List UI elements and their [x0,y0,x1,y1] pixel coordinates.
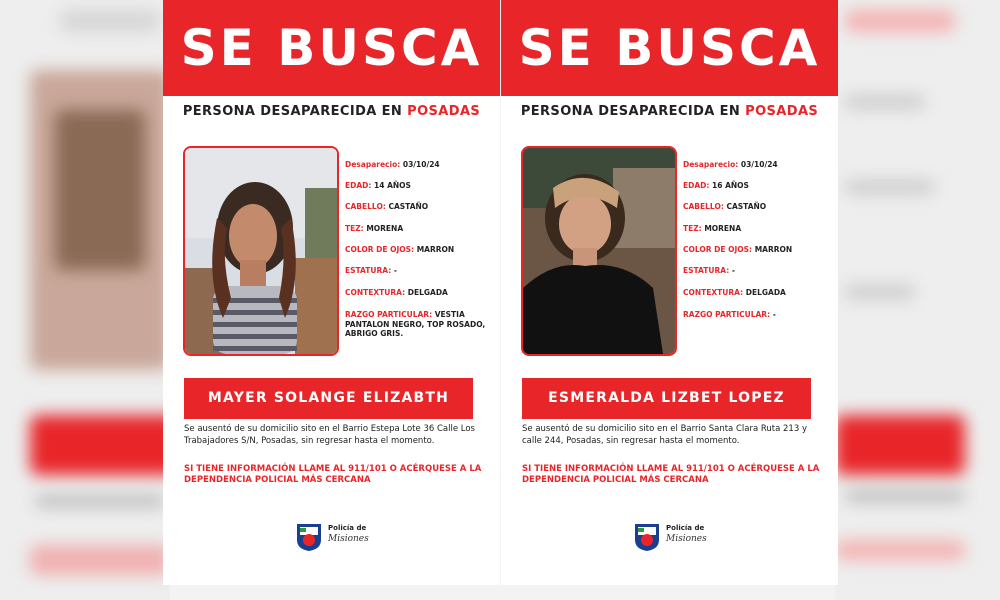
missing-person-poster [163,0,500,585]
detail-height: ESTATURA: - [683,266,735,275]
poster-title: SE BUSCA [518,19,821,77]
contact-instructions: SI TIENE INFORMACIÓN LLAME AL 911/101 O ACÉRQUESE A LA DEPENDENCIA POLICIAL MÁS CERCANA [522,464,820,485]
detail-age: EDAD: 14 AÑOS [345,181,411,190]
missing-person-poster [501,0,838,585]
detail-particular-trait: RAZGO PARTICULAR: - [683,310,776,319]
disappearance-description: Se ausentó de su domicilio sito en el Barrio Estepa Lote 36 Calle Los Trabajadores S/N, Posadas, sin regresar hasta el momento. [184,424,475,446]
logo-text: Policía de [328,524,367,532]
subtitle-prefix: PERSONA DESAPARECIDA EN [182,104,403,119]
person-photo [521,146,677,356]
logo-script: Misiones [666,534,707,544]
detail-hair: CABELLO: CASTAÑO [345,202,429,211]
header-banner [501,0,838,96]
police-shield-icon [296,522,322,552]
blurred-background-left [0,0,170,600]
person-name: ESMERALDA LIZBET LOPEZ [522,378,811,419]
person-photo [183,146,339,356]
detail-missing-date: Desaparecio: 03/10/24 [345,160,440,169]
detail-skin: TEZ: MORENA [683,224,742,233]
header-banner [163,0,500,96]
person-name: MAYER SOLANGE ELIZABTH [184,378,473,419]
blurred-background-right [835,0,1000,600]
detail-build: CONTEXTURA: DELGADA [345,288,448,297]
detail-build: CONTEXTURA: DELGADA [683,288,786,297]
detail-missing-date: Desaparecio: 03/10/24 [683,160,778,169]
logo-text: Policía de [666,524,705,532]
subtitle-city: POSADAS [407,104,481,119]
police-logo [296,522,376,556]
detail-eye-color: COLOR DE OJOS: MARRON [345,245,455,254]
police-shield-icon [634,522,660,552]
poster-subtitle [501,104,838,119]
detail-hair: CABELLO: CASTAÑO [683,202,767,211]
detail-particular-trait: RAZGO PARTICULAR: VESTIA PANTALON NEGRO, TOP ROSADO, ABRIGO GRIS. [345,310,486,338]
poster-title: SE BUSCA [180,19,483,77]
logo-script: Misiones [328,534,369,544]
poster-subtitle [163,104,500,119]
subtitle-city: POSADAS [745,104,819,119]
detail-height: ESTATURA: - [345,266,397,275]
detail-age: EDAD: 16 AÑOS [683,181,749,190]
detail-eye-color: COLOR DE OJOS: MARRON [683,245,793,254]
subtitle-prefix: PERSONA DESAPARECIDA EN [520,104,741,119]
contact-instructions: SI TIENE INFORMACIÓN LLAME AL 911/101 O ACÉRQUESE A LA DEPENDENCIA POLICIAL MÁS CERCANA [184,464,482,485]
detail-skin: TEZ: MORENA [345,224,404,233]
disappearance-description: Se ausentó de su domicilio sito en el Barrio Santa Clara Ruta 213 y calle 244, Posadas, sin regresar hasta el momento. [522,424,807,446]
police-logo [634,522,714,556]
